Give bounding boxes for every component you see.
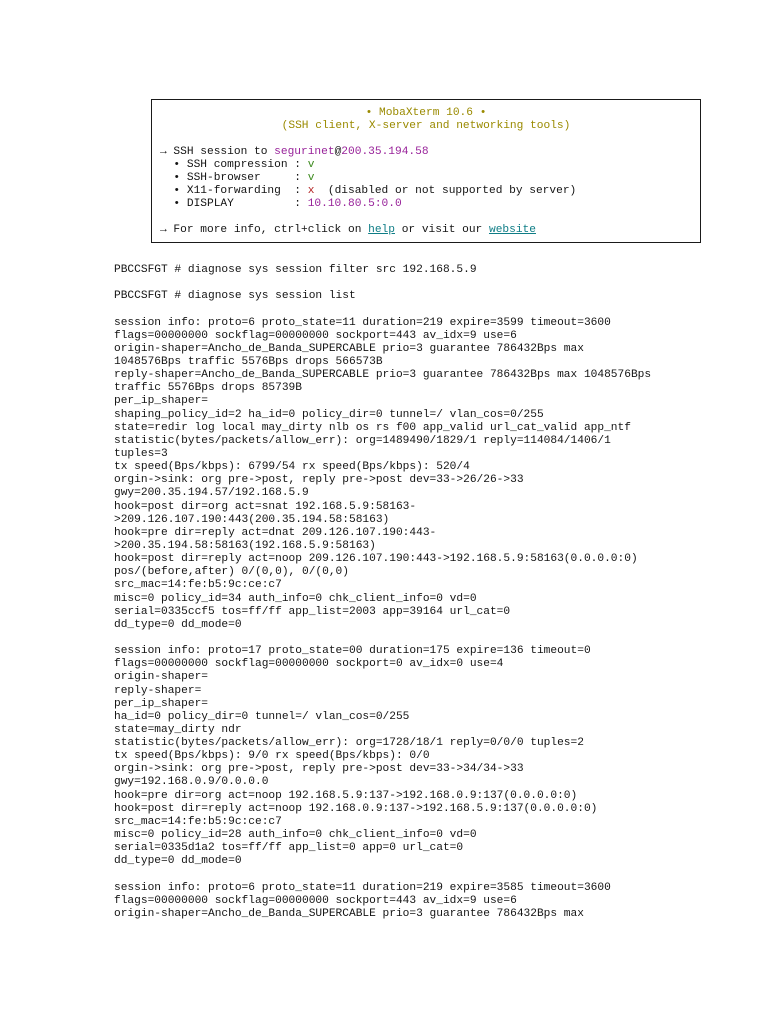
terminal-line: reply-shaper=Ancho_de_Banda_SUPERCABLE prio=3 guarantee 786432Bps max 1048576Bps xyxy=(114,369,652,382)
terminal-line: orgin->sink: org pre->post, reply pre->post dev=33->34/34->33 xyxy=(114,763,524,776)
terminal-line: shaping_policy_id=2 ha_id=0 policy_dir=0 tunnel=/ vlan_cos=0/255 xyxy=(114,408,544,421)
ssh-browser-row xyxy=(160,172,314,185)
terminal-line: serial=0335ccf5 tos=ff/ff app_list=2003 app=39164 url_cat=0 xyxy=(114,605,511,618)
terminal-line: 1048576Bps traffic 5576Bps drops 566573B xyxy=(114,355,383,368)
row-note: (disabled or not supported by server) xyxy=(314,185,577,197)
terminal-line: hook=post dir=org act=snat 192.168.5.9:58163- xyxy=(114,500,417,513)
ssh-user: segurinet xyxy=(274,146,335,158)
terminal-line: tx speed(Bps/kbps): 9/0 rx speed(Bps/kbps): 0/0 xyxy=(114,750,430,763)
ssh-session-line xyxy=(160,146,429,159)
terminal-line: hook=post dir=reply act=noop 209.126.107.190:443->192.168.5.9:58163(0.0.0.0:0) xyxy=(114,553,638,566)
more-info-line xyxy=(160,224,536,237)
terminal-line: src_mac=14:fe:b5:9c:ce:c7 xyxy=(114,579,282,592)
terminal-line: >200.35.194.58:58163(192.168.5.9:58163) xyxy=(114,539,376,552)
terminal-line: serial=0335d1a2 tos=ff/ff app_list=0 app=0 url_cat=0 xyxy=(114,842,464,855)
terminal-line xyxy=(114,277,714,290)
row-value: x xyxy=(307,185,315,197)
terminal-line: origin-shaper= xyxy=(114,671,208,684)
terminal-line: session info: proto=6 proto_state=11 duration=219 expire=3599 timeout=3600 xyxy=(114,316,611,329)
row-label: • SSH-browser : xyxy=(160,172,308,184)
terminal-line: tuples=3 xyxy=(114,447,168,460)
terminal-line: gwy=200.35.194.57/192.168.5.9 xyxy=(114,487,309,500)
terminal-line: per_ip_shaper= xyxy=(114,697,208,710)
terminal-line: pos/(before,after) 0/(0,0), 0/(0,0) xyxy=(114,566,349,579)
mobaxterm-welcome-banner xyxy=(151,99,701,243)
terminal-line: misc=0 policy_id=28 auth_info=0 chk_client_info=0 vd=0 xyxy=(114,829,477,842)
terminal-line: state=may_dirty ndr xyxy=(114,723,242,736)
terminal-line: dd_type=0 dd_mode=0 xyxy=(114,855,242,868)
terminal-line: traffic 5576Bps drops 85739B xyxy=(114,382,302,395)
ssh-at: @ xyxy=(334,146,342,158)
help-link[interactable]: help xyxy=(368,224,395,236)
ssh-compression-row xyxy=(160,159,314,172)
row-value: 10.10.80.5:0.0 xyxy=(307,198,402,210)
row-label: • DISPLAY : xyxy=(160,198,308,210)
info-prefix: → For more info, ctrl+click on xyxy=(160,224,369,236)
row-value: v xyxy=(307,159,315,171)
terminal-line: reply-shaper= xyxy=(114,684,202,697)
terminal-line: misc=0 policy_id=34 auth_info=0 chk_client_info=0 vd=0 xyxy=(114,592,477,605)
terminal-line: per_ip_shaper= xyxy=(114,395,208,408)
ssh-host: 200.35.194.58 xyxy=(341,146,429,158)
terminal-line: dd_type=0 dd_mode=0 xyxy=(114,618,242,631)
display-row xyxy=(160,198,402,211)
terminal-line: origin-shaper=Ancho_de_Banda_SUPERCABLE prio=3 guarantee 786432Bps max xyxy=(114,907,584,920)
terminal-line: flags=00000000 sockflag=00000000 sockport=443 av_idx=9 use=6 xyxy=(114,329,517,342)
ssh-prefix: → SSH session to xyxy=(160,146,275,158)
terminal-line: hook=pre dir=reply act=dnat 209.126.107.190:443- xyxy=(114,526,437,539)
terminal-line: origin-shaper=Ancho_de_Banda_SUPERCABLE prio=3 guarantee 786432Bps max xyxy=(114,342,584,355)
row-label: • X11-forwarding : xyxy=(160,185,308,197)
terminal-line: PBCCSFGT # diagnose sys session filter src 192.168.5.9 xyxy=(114,264,477,276)
terminal-line: >209.126.107.190:443(200.35.194.58:58163) xyxy=(114,513,390,526)
terminal-line: flags=00000000 sockflag=00000000 sockport=443 av_idx=9 use=6 xyxy=(114,894,517,907)
info-mid: or visit our xyxy=(394,224,489,236)
terminal-line: statistic(bytes/packets/allow_err): org=1489490/1829/1 reply=114084/1406/1 xyxy=(114,434,611,447)
terminal-line: gwy=192.168.0.9/0.0.0.0 xyxy=(114,776,269,789)
terminal-output[interactable] xyxy=(114,264,714,921)
terminal-line: session info: proto=17 proto_state=00 duration=175 expire=136 timeout=0 xyxy=(114,645,591,658)
terminal-line: statistic(bytes/packets/allow_err): org=1728/18/1 reply=0/0/0 tuples=2 xyxy=(114,737,584,750)
terminal-line: orgin->sink: org pre->post, reply pre->post dev=33->26/26->33 xyxy=(114,474,524,487)
terminal-line: flags=00000000 sockflag=00000000 sockport=0 av_idx=0 use=4 xyxy=(114,658,504,671)
terminal-line: hook=pre dir=org act=noop 192.168.5.9:137->192.168.0.9:137(0.0.0.0:0) xyxy=(114,789,578,802)
terminal-line: tx speed(Bps/kbps): 6799/54 rx speed(Bps/kbps): 520/4 xyxy=(114,461,470,474)
row-value: v xyxy=(307,172,315,184)
terminal-line xyxy=(114,632,714,645)
banner-title: • MobaXterm 10.6 • xyxy=(365,107,487,119)
row-label: • SSH compression : xyxy=(160,159,308,171)
terminal-line: src_mac=14:fe:b5:9c:ce:c7 xyxy=(114,815,282,828)
website-link[interactable]: website xyxy=(488,224,536,236)
terminal-line: ha_id=0 policy_dir=0 tunnel=/ vlan_cos=0/255 xyxy=(114,710,410,723)
terminal-line: session info: proto=6 proto_state=11 duration=219 expire=3585 timeout=3600 xyxy=(114,881,611,894)
terminal-line xyxy=(114,303,714,316)
terminal-line: state=redir log local may_dirty nlb os rs f00 app_valid url_cat_valid app_ntf xyxy=(114,421,631,434)
terminal-line xyxy=(114,868,714,881)
x11-forwarding-row xyxy=(160,185,576,198)
terminal-line: PBCCSFGT # diagnose sys session list xyxy=(114,290,356,303)
banner-subtitle: (SSH client, X-server and networking tools) xyxy=(281,120,571,132)
terminal-line: hook=post dir=reply act=noop 192.168.0.9:137->192.168.5.9:137(0.0.0.0:0) xyxy=(114,802,598,815)
